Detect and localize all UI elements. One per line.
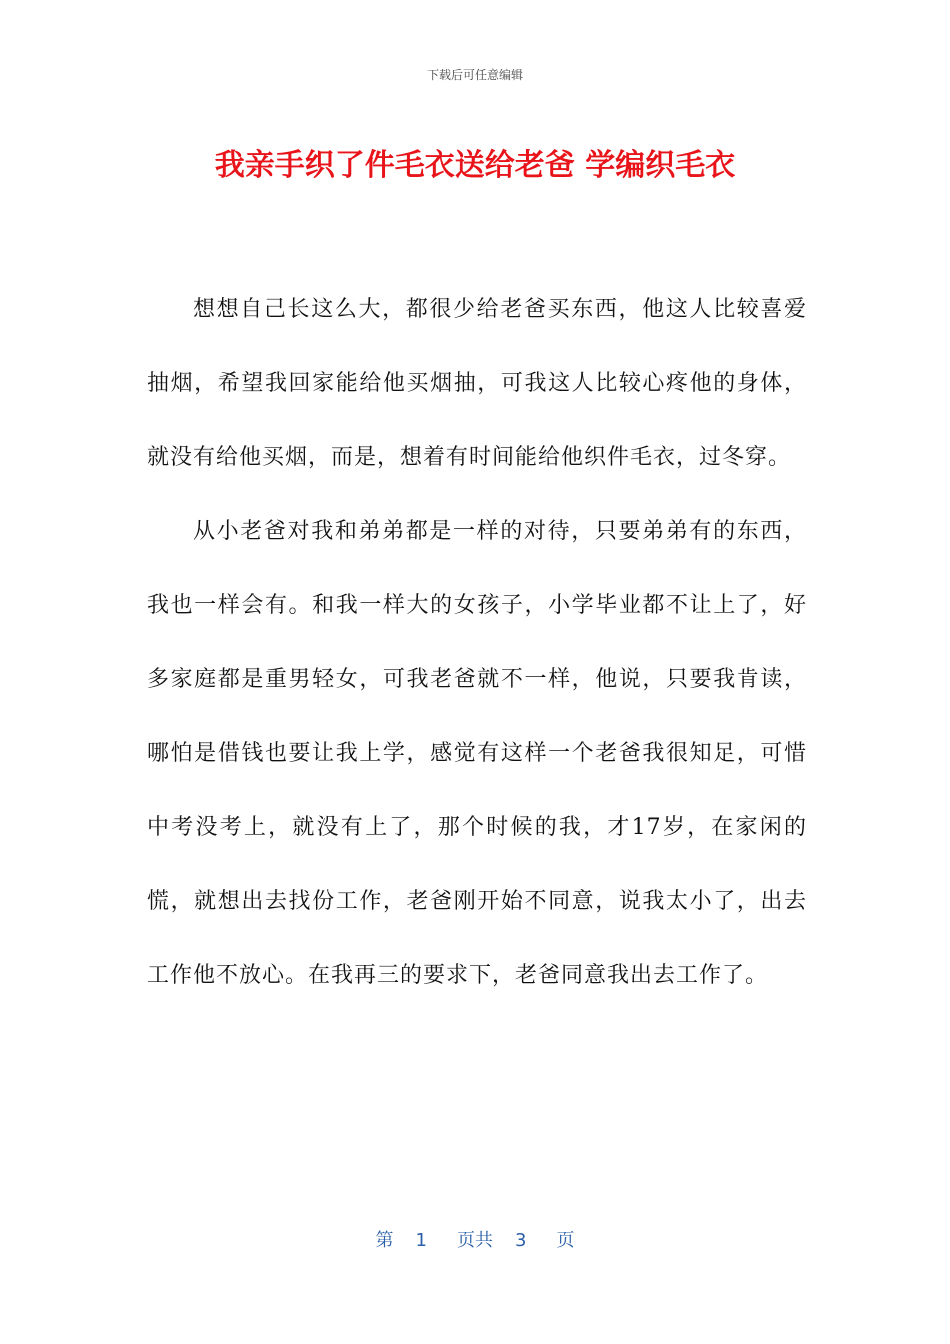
footer-label-page-of: 页共 [457, 1230, 493, 1251]
document-title: 我亲手织了件毛衣送给老爸 学编织毛衣 [214, 148, 736, 183]
paragraph-1: 想想自己长这么大，都很少给老爸买东西，他这人比较喜爱抽烟，希望我回家能给他买烟抽，可我这人比较心疼他的身体，就没有给他买烟，而是，想着有时间能给他织件毛衣，过冬穿。 [147, 297, 807, 470]
footer-total-pages: 3 [515, 1230, 527, 1251]
paragraph-2: 从小老爸对我和弟弟都是一样的对待，只要弟弟有的东西，我也一样会有。和我一样大的女孩子，小学毕业都不让上了，好多家庭都是重男轻女，可我老爸就不一样，他说，只要我肯读，哪怕是借钱也要让我上学，感觉有这样一个老爸我很知足，可惜中考没考上，就没有上了，那个时候的我，才17岁，在家闲的慌，就想出去找份工作，老爸刚开始不同意，说我太小了，出去工作他不放心。在我再三的要求下，老爸同意我出去工作了。 [147, 519, 807, 988]
footer-label-page: 第 [375, 1230, 394, 1251]
page-footer [0, 1226, 950, 1252]
footer-label-page-end: 页 [556, 1230, 575, 1251]
footer-current-page: 1 [415, 1230, 427, 1251]
header-note: 下载后可任意编辑 [426, 68, 523, 82]
document-body [147, 273, 807, 1013]
